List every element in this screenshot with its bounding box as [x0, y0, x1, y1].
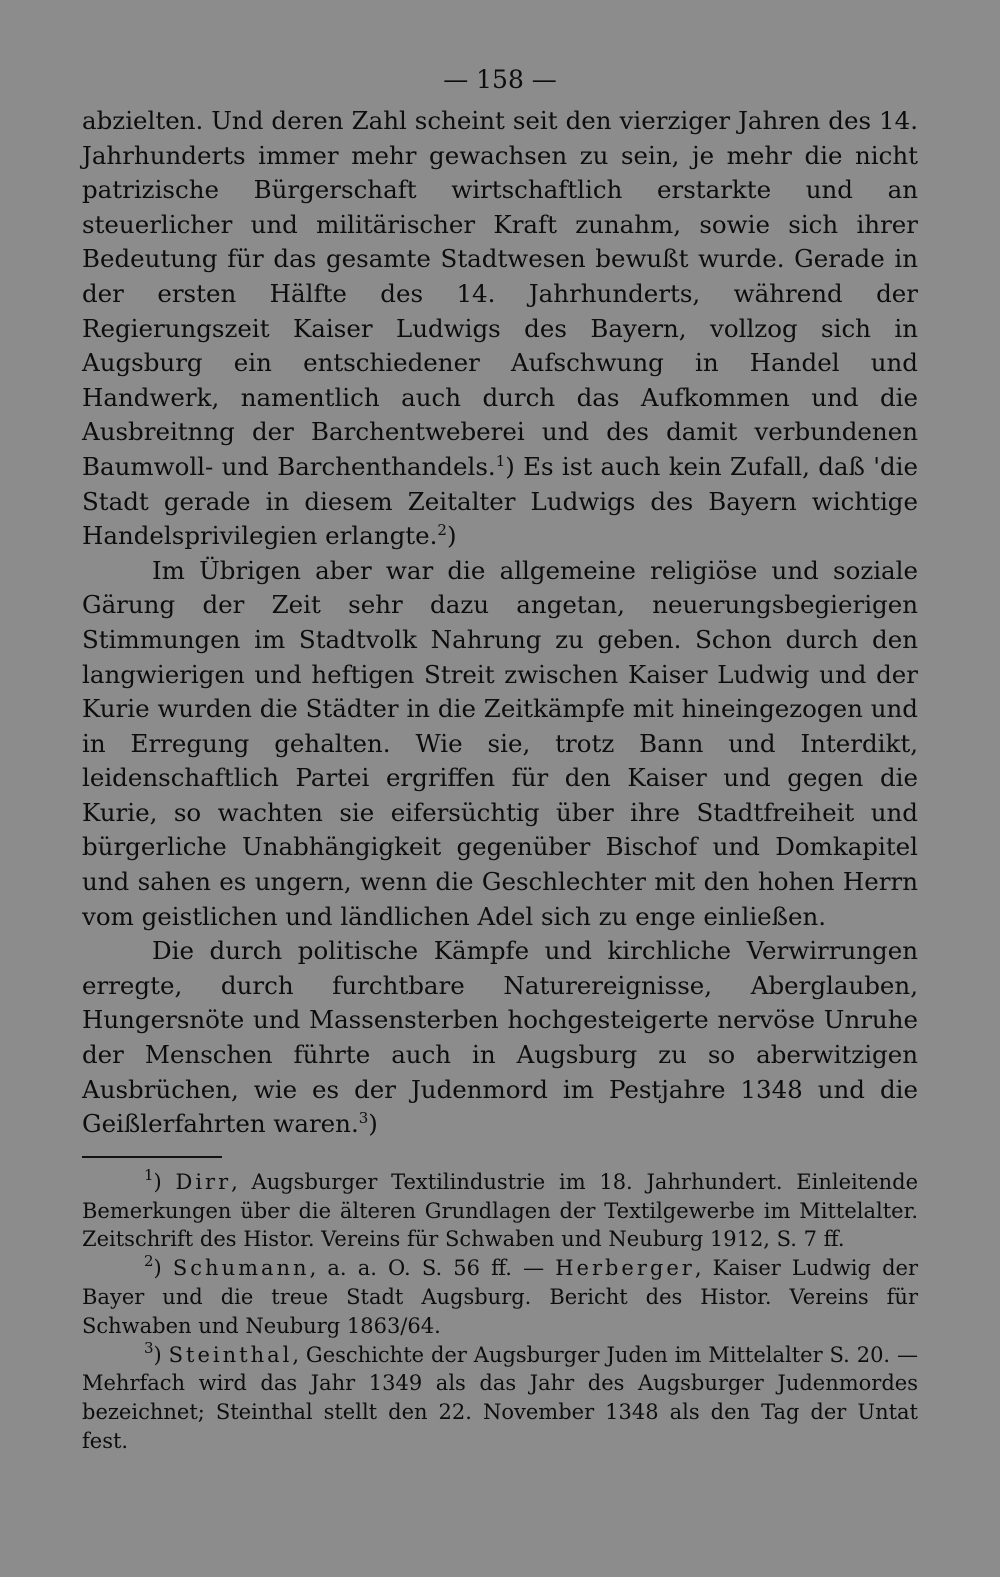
footnote-2-text-2: , Kaiser Ludwig der Bayer und die treue Stadt Augsburg. Bericht des Histor. Vereins für Schwaben und Neuburg 1863/64. [82, 1256, 918, 1338]
footnote-1-paren: ) [153, 1169, 162, 1194]
footnote-3-text: , Geschichte der Augsburger Juden im Mittelalter S. 20. — Mehrfach wird das Jahr 1349 als das Jahr des Augsburger Judenmordes bezeichnet; Steinthal stellt den 22. November 1348 als den Tag der Untat fest. [82, 1342, 918, 1453]
footnote-1-marker: 1 [144, 1165, 154, 1184]
footnote-3-paren: ) [153, 1342, 162, 1367]
footnote-1 [82, 1165, 919, 1254]
footnote-2-text: , a. a. O. S. 56 ff. — [309, 1256, 556, 1281]
paragraph-1-text-c: ) [446, 521, 457, 551]
footnote-3-author: Steinthal [168, 1342, 293, 1367]
page-number: — 158 — [443, 65, 557, 94]
footnote-ref-1: 1 [495, 451, 506, 470]
footnote-2-marker: 2 [144, 1252, 154, 1271]
paragraph-1-text-b: ) Es ist auch kein Zufall, daß 'die Stadt gerade in diesem Zeitalter Ludwigs des Bayern wichtige Handelsprivilegien erlangte. [82, 451, 918, 551]
paragraph-3-text-b: ) [368, 1109, 378, 1139]
paragraph-3-text-a: Die durch politische Kämpfe und kirchliche Verwirrungen erregte, durch furchtbare Naturereignisse, Aberglauben, Hungersnöte und Massensterben hochgesteigerte nervöse Unruhe der Menschen führte auch in Augsburg zu so aberwitzigen Ausbrüchen, wie es der Judenmord im Pestjahre 1348 und die Geißlerfahrten waren. [82, 936, 918, 1139]
book-page [82, 58, 918, 1456]
paragraph-1 [82, 104, 918, 554]
footnote-ref-3: 3 [358, 1109, 369, 1128]
footnote-3-marker: 3 [144, 1338, 154, 1357]
footnote-2-author: Schumann [172, 1256, 310, 1281]
footnote-3 [82, 1338, 918, 1456]
footnote-2 [82, 1254, 918, 1340]
footnote-1-text: , Augsburger Textilindustrie im 18. Jahrhundert. Einleitende Bemerkungen über die älteren Grundlagen der Textilgewerbe im Mittelalter. Zeitschrift des Histor. Vereins für Schwaben und Neuburg 1912, S. 7 ff. [82, 1169, 919, 1252]
paragraph-3 [82, 934, 918, 1142]
footnote-divider [82, 1156, 222, 1158]
paragraph-1-text-a: abzielten. Und deren Zahl scheint seit den vierziger Jahren des 14. Jahrhunderts immer mehr gewachsen zu sein, je mehr die nicht patrizische Bürgerschaft wirtschaftlich erstarkte und an steuerlicher und militärischer Kraft zunahm, sowie sich ihrer Bedeutung für das gesamte Stadtwesen bewußt wurde. Gerade in der ersten Hälfte des 14. Jahrhunderts, während der Regierungszeit Kaiser Ludwigs des Bayern, vollzog sich in Augsburg ein entschiedener Aufschwung in Handel und Handwerk, namentlich auch durch das Aufkommen und die Ausbreitnng der Barchentweberei und des damit verbundenen Baumwoll- und Barchenthandels. [82, 106, 918, 481]
footnote-2-paren: ) [153, 1256, 162, 1281]
footnote-2-author-2: Herberger [555, 1256, 695, 1281]
paragraph-2: Im Übrigen aber war die allgemeine religiöse und soziale Gärung der Zeit sehr dazu angetan, neuerungsbegierigen Stimmungen im Stadtvolk Nahrung zu geben. Schon durch den langwierigen und heftigen Streit zwischen Kaiser Ludwig und der Kurie wurden die Städter in die Zeitkämpfe mit hineingezogen und in Erregung gehalten. Wie sie, trotz Bann und Interdikt, leidenschaftlich Partei ergriffen für den Kaiser und gegen die Kurie, so wachten sie eifersüchtig über ihre Stadtfreiheit und bürgerliche Unabhängigkeit gegenüber Bischof und Domkapitel und sahen es ungern, wenn die Geschlechter mit den hohen Herrn vom geistlichen und ländlichen Adel sich zu enge einließen. [82, 555, 918, 931]
footnote-1-author: Dirr [175, 1169, 232, 1194]
footnote-ref-2: 2 [437, 521, 447, 540]
